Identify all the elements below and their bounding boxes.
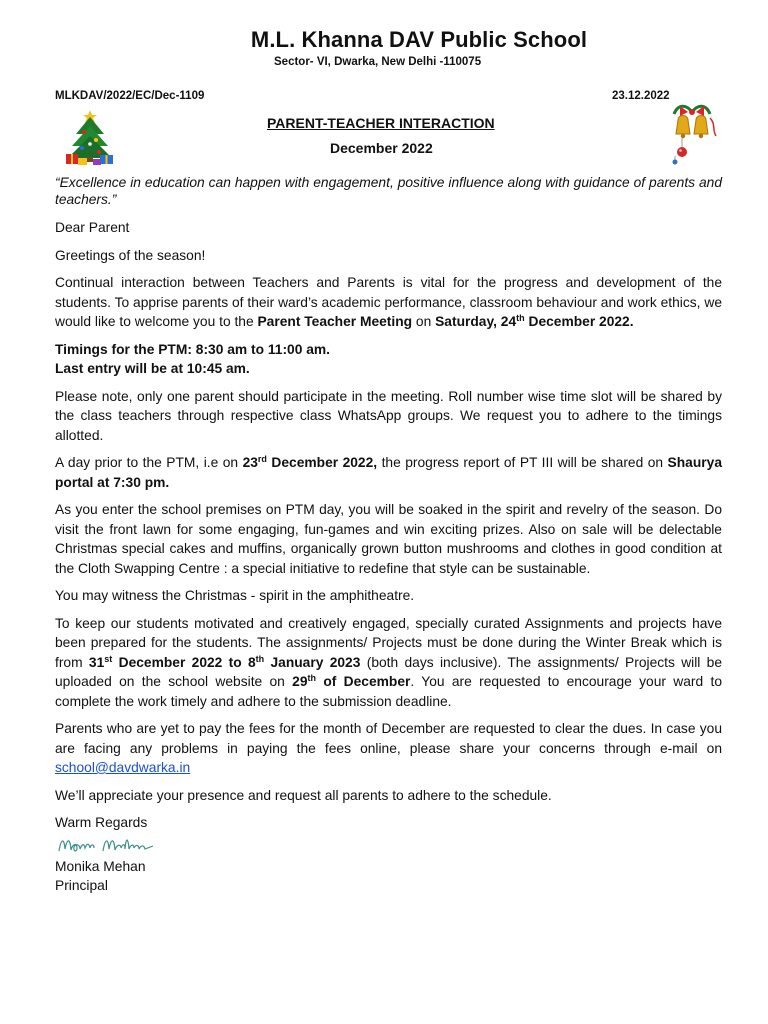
fees-paragraph: Parents who are yet to pay the fees for the month of December are requested to clear the dues. In case you are facing any problems in paying the fees online, please share your concerns through e-mail on school@davdwarka.in <box>55 721 722 775</box>
signatory-designation: Principal <box>55 878 108 893</box>
letter-body <box>55 174 722 896</box>
school-address: Sector- VI, Dwarka, New Delhi -110075 <box>274 56 482 68</box>
ptm-invitation-paragraph: Continual interaction between Teachers and Parents is vital for the progress and development of the students. To apprise parents of their ward’s academic performance, classroom behaviour and work ethics, we would like to welcome you to the Parent Teacher Meeting on Saturday, 24th December 2022. <box>55 275 722 329</box>
letter-date: 23.12.2022 <box>612 90 670 102</box>
principal-signature <box>55 831 159 857</box>
ptm-timings: Timings for the PTM: 8:30 am to 11:00 am. <box>55 341 330 357</box>
letter-subject-month: December 2022 <box>330 140 433 156</box>
closing-regards: Warm Regards <box>55 815 148 830</box>
letter-quote: “Excellence in education can happen with engagement, positive influence along with guidance of parents and teachers.” <box>55 175 722 207</box>
letter-subject: PARENT-TEACHER INTERACTION <box>267 115 495 131</box>
participation-note-paragraph: Please note, only one parent should participate in the meeting. Roll number wise time slot will be shared by the class teachers through respective class WhatsApp groups. We request you to adhere to the timings allotted. <box>55 388 722 443</box>
reference-number: MLKDAV/2022/EC/Dec-1109 <box>55 90 205 102</box>
closing-request-paragraph: We’ll appreciate your presence and request all parents to adhere to the schedule. <box>55 787 552 803</box>
christmas-bells-icon <box>666 100 718 166</box>
ptm-last-entry: Last entry will be at 10:45 am. <box>55 361 250 376</box>
christmas-activities-paragraph: As you enter the school premises on PTM day, you will be soaked in the spirit and revelry of the season. Do visit the front lawn for some engaging, fun-games and win exciting prizes. Also on sale will be delectable Christmas special cakes and muffins, organically grown button mushrooms and clothes in good condition at the Cloth Swapping Centre : a special initiative to redefine that style can be sustainable. <box>55 502 722 576</box>
salutation: Dear Parent <box>55 220 130 235</box>
progress-report-paragraph: A day prior to the PTM, i.e on 23rd December 2022, the progress report of PT III will be shared on Shaurya portal at 7:30 pm. <box>55 454 722 490</box>
amphitheatre-paragraph: You may witness the Christmas - spirit in the amphitheatre. <box>55 588 415 603</box>
signatory-name: Monika Mehan <box>55 858 146 874</box>
season-greeting: Greetings of the season! <box>55 247 206 263</box>
christmas-tree-icon <box>62 108 118 166</box>
assignments-paragraph: To keep our students motivated and creatively engaged, specially curated Assignments and projects have been prepared for the students. The assignments/ Projects must be done during the Winter Break which is from 31st December 2022 to 8th January 2023 (both days inclusive). The assignments/ Projects will be uploaded on the school website on 29th of December. You are requested to encourage your ward to complete the work timely and adhere to the submission deadline. <box>55 615 723 709</box>
school-email-link[interactable]: school@davdwarka.in <box>55 760 191 775</box>
school-name: M.L. Khanna DAV Public School <box>250 27 588 52</box>
